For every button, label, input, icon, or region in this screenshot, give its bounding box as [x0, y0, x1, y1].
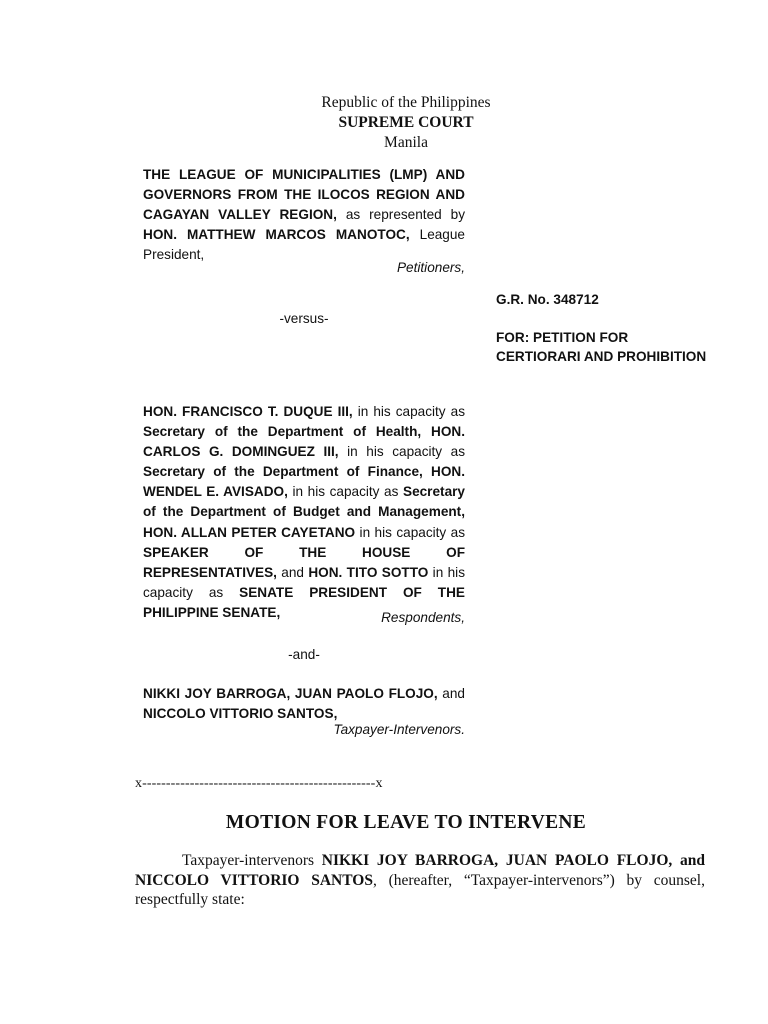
respondent-name: HON. ALLAN PETER CAYETANO [143, 524, 356, 540]
respondent-text [423, 464, 431, 479]
petitioners-text: as represented by [336, 207, 466, 223]
intervenors-block [143, 684, 465, 724]
paragraph-text: , (hereafter, “Taxpayer-intervenors”) by counsel, respectfully state: [135, 871, 705, 908]
document-title: MOTION FOR LEAVE TO INTERVENE [225, 812, 587, 833]
versus-separator: -versus- [279, 311, 329, 326]
court-header [0, 93, 768, 153]
intervenor-text: and [437, 686, 465, 701]
header-city: Manila [384, 134, 428, 151]
respondent-name: HON. FRANCISCO T. DUQUE III, [143, 404, 353, 419]
respondents-block [143, 402, 465, 623]
petitioners-role: League President, [143, 227, 465, 263]
petitioners-block [143, 165, 465, 265]
intervenor-name: NICCOLO VITTORIO SANTOS, [143, 706, 338, 722]
intervenor-names: NIKKI JOY BARROGA, JUAN PAOLO FLOJO, [143, 686, 438, 701]
respondent-name: HON. CARLOS G. DOMINGUEZ III, [143, 424, 465, 460]
caption-divider: x-------------------------------------------------x [135, 776, 383, 791]
petitioners-name: THE LEAGUE OF MUNICIPALITIES (LMP) AND GOVERNORS FROM THE ILOCOS REGION AND CAGAYAN VALLEY REGION, [143, 167, 465, 223]
case-info [496, 290, 746, 366]
and-separator: -and- [288, 647, 320, 662]
petition-type-line2: CERTIORARI AND PROHIBITION [496, 349, 707, 364]
respondent-text: in his capacity as [338, 444, 465, 460]
respondent-text: in his capacity as [355, 524, 465, 540]
respondent-text: in his capacity as [352, 404, 465, 419]
respondent-text: in his capacity as [143, 564, 465, 600]
respondent-text: in his capacity as [287, 484, 403, 500]
petition-type-line1: FOR: PETITION FOR [496, 330, 629, 345]
respondent-name: HON. TITO SOTTO [308, 564, 429, 580]
paragraph-text: Taxpayer-intervenors [182, 852, 322, 869]
respondent-office: Secretary of the Department of Budget and Management, [143, 484, 465, 520]
petitioners-label: Petitioners, [396, 260, 465, 275]
header-court: SUPREME COURT [338, 114, 474, 131]
respondent-text [421, 424, 431, 439]
petitioners-representative: HON. MATTHEW MARCOS MANOTOC, [143, 227, 410, 243]
respondent-office: Secretary of the Department of Finance, [143, 464, 423, 480]
respondent-name: HON. WENDEL E. AVISADO, [143, 464, 465, 500]
opening-paragraph [135, 851, 705, 910]
header-republic: Republic of the Philippines [321, 94, 491, 111]
intervenors-label: Taxpayer-Intervenors. [333, 722, 465, 737]
paragraph-names: NIKKI JOY BARROGA, JUAN PAOLO FLOJO, and NICCOLO VITTORIO SANTOS [135, 852, 705, 889]
respondent-office: SPEAKER OF THE HOUSE OF REPRESENTATIVES, [143, 544, 465, 580]
respondent-office: Secretary of the Department of Health, [143, 424, 422, 440]
respondent-office: SENATE PRESIDENT OF THE PHILIPPINE SENATE, [143, 584, 465, 620]
respondent-text: and [276, 564, 309, 580]
respondents-label: Respondents, [381, 610, 465, 625]
gr-number: G.R. No. 348712 [496, 292, 599, 307]
